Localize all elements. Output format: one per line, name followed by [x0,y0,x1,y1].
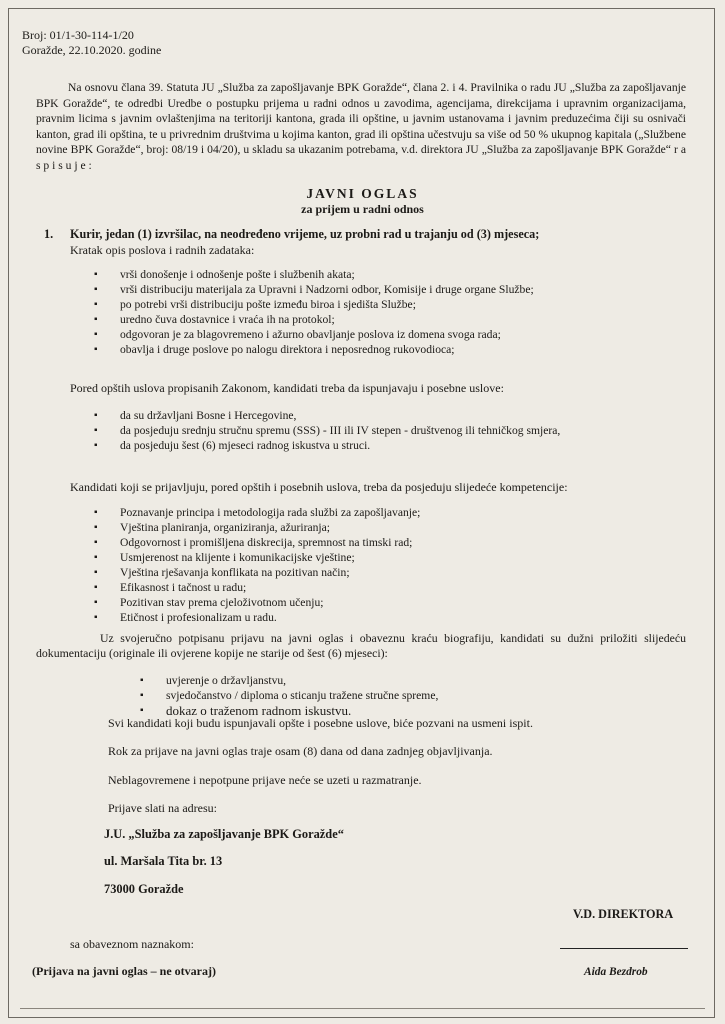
documentation-intro: Uz svojeručno potpisanu prijavu na javni oglas i obaveznu kraću biografiju, kandidati su dužni priložiti slijedeću dokumentaciju (originale ili ovjerene kopije ne starije od šest (6) mjeseci): [36,631,686,660]
announcement-subtitle: za prijem u radni odnos [301,202,424,216]
list-item: ▪ Odgovornost i promišljena diskrecija, spremnost na timski rad; [94,535,420,550]
reference-number: Broj: 01/1-30-114-1/20 [22,28,134,42]
list-item: ▪ Efikasnost i tačnost u radu; [94,580,420,595]
position-number: 1. [44,227,54,241]
list-item: ▪ Etičnost i profesionalizam u radu. [94,610,420,625]
list-item: ▪ svjedočanstvo / diploma o sticanju tražene stručne spreme, [140,688,438,703]
list-item: ▪ uvjerenje o državljanstvu, [140,673,438,688]
list-item: ▪ da posjeduju srednju stručnu spremu (SSS) - III ili IV stepen - društvenog ili tehničkog smjera, [94,423,560,438]
interview-note: Svi kandidati koji budu ispunjavali opšte i posebne uslove, biće pozvani na usmeni ispit. [108,716,533,730]
list-item: ▪ Vještina planiranja, organiziranja, ažuriranja; [94,520,420,535]
list-item: ▪ Usmjerenost na klijente i komunikacijske vještine; [94,550,420,565]
announcement-title: JAVNI OGLAS [306,186,419,201]
address-city: 73000 Goražde [104,882,184,896]
legal-basis-paragraph: Na osnovu člana 39. Statuta JU „Služba za zapošljavanje BPK Goražde“, člana 2. i 4. Pravilnika o radu JU „Služba za zapošljavanje BPK Goražde“, te odredbi Uredbe o postupku prijema u radni odnos u zavodima, agencijama, direkcijama i upravnim organizacijama, pravnim licima s javnim ovlaštenjima na teritoriji kantona, grada ili opštine, u javnim ustanovama i javnim preduzećima čiji su osnivači kanton, grad ili opština, te u privrednim društvima u kojima kanton, grad ili opština učestvuju sa više od 50 % ukupnog kapitala („Službene novine BPK Goražde“, broj: 08/19 i 04/20), u skladu sa ukazanim potrebama, v.d. direktora JU „Služba za zapošljavanje BPK Goražde“ r a s p i s u j e : [36,81,686,172]
mark-note: sa obaveznom naznakom: [70,937,194,951]
duties-intro: Kratak opis poslova i radnih zadataka: [70,243,255,257]
list-item: ▪ vrši distribuciju materijala za Upravni i Nadzorni odbor, Komisije i druge organe Službe; [94,282,534,297]
list-item: ▪ Vještina rješavanja konflikata na pozitivan način; [94,565,420,580]
list-item: ▪ obavlja i druge poslove po nalogu direktora i neposrednog rukovodioca; [94,342,534,357]
position-heading [44,227,539,242]
list-item: ▪ po potrebi vrši distribuciju pošte između biroa i sjedišta Službe; [94,297,534,312]
incomplete-note: Neblagovremene i nepotpune prijave neće se uzeti u razmatranje. [108,773,422,787]
list-item: ▪ Poznavanje principa i metodologija rada službi za zapošljavanje; [94,505,420,520]
list-item: ▪ dokaz o traženom radnom iskustvu. [140,703,438,718]
deadline-note: Rok za prijave na javni oglas traje osam (8) dana od dana zadnjeg objavljivanja. [108,744,493,758]
list-item: ▪ uredno čuva dostavnice i vraća ih na protokol; [94,312,534,327]
signatory-name: Aida Bezdrob [584,966,648,978]
position-text: Kurir, jedan (1) izvršilac, na neodređeno vrijeme, uz probni rad u trajanju od (3) mjeseca; [70,227,540,241]
document-header [22,28,161,58]
list-item: ▪ da posjeduju šest (6) mjeseci radnog iskustva u struci. [94,438,560,453]
duties-list [94,267,534,357]
conditions-list [94,408,560,453]
conditions-intro: Pored opštih uslova propisanih Zakonom, kandidati treba da ispunjavaju i posebne uslove: [70,381,504,395]
list-item: ▪ vrši donošenje i odnošenje pošte i službenih akata; [94,267,534,282]
signatory-title: V.D. DIREKTORA [573,907,674,921]
bottom-rule [20,1008,705,1009]
envelope-note: (Prijava na javni oglas – ne otvaraj) [32,964,216,978]
send-to-label: Prijave slati na adresu: [108,801,217,815]
list-item: ▪ Pozitivan stav prema cjeloživotnom učenju; [94,595,420,610]
address-organization: J.U. „Služba za zapošljavanje BPK Goražde“ [104,827,344,841]
place-date: Goražde, 22.10.2020. godine [22,43,162,57]
signature-line [560,948,688,949]
competencies-intro: Kandidati koji se prijavljuju, pored opštih i posebnih uslova, treba da posjeduju slijedeće kompetencije: [70,480,568,494]
list-item: ▪ da su državljani Bosne i Hercegovine, [94,408,560,423]
list-item: ▪ odgovoran je za blagovremeno i ažurno obavljanje poslova iz domena svoga rada; [94,327,534,342]
competencies-list [94,505,420,625]
documents-list [140,673,438,718]
address-street: ul. Maršala Tita br. 13 [104,854,223,868]
